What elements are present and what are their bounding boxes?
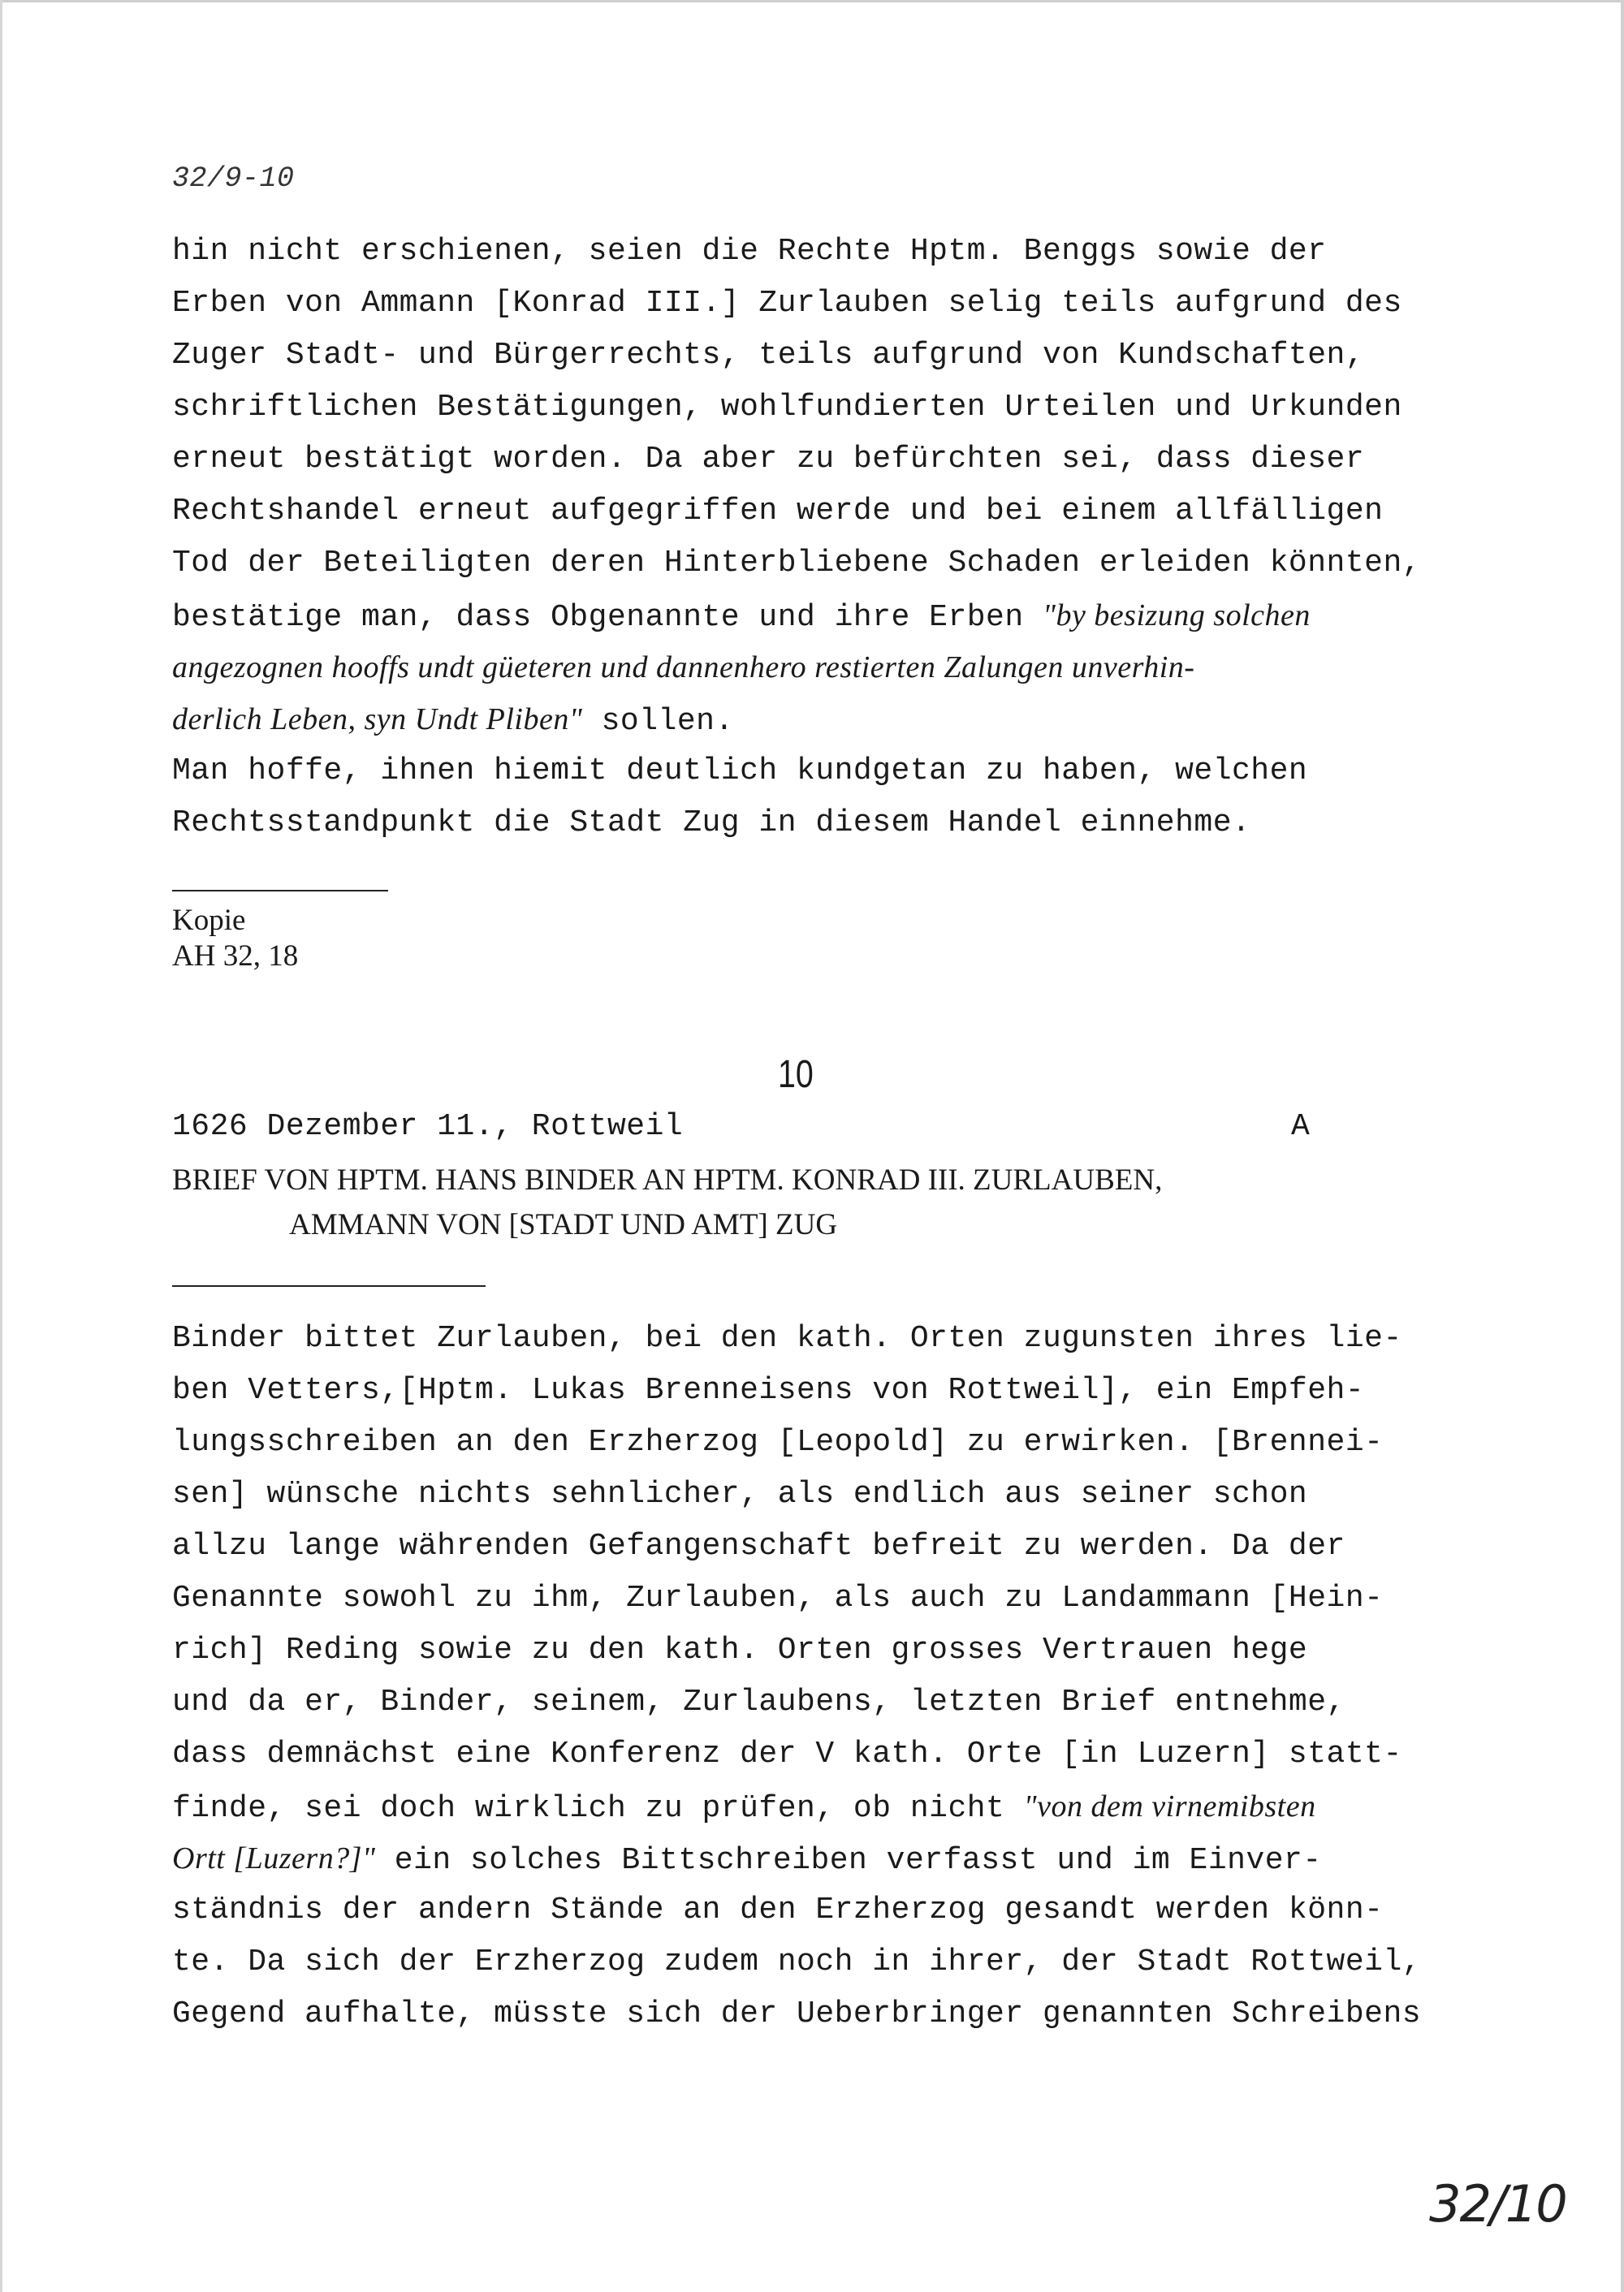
text-line: Binder bittet Zurlauben, bei den kath. Orten zugunsten ihres lie-: [172, 1321, 1402, 1356]
text-line: Rechtsstandpunkt die Stadt Zug in diesem Handel einnehme.: [172, 805, 1251, 840]
text-segment: bestätige man, dass Obgenannte und ihre Erben: [172, 600, 1043, 635]
text-line: [172, 589, 1421, 641]
footnote-rule: [172, 890, 388, 891]
source-reference: AH 32, 18: [172, 939, 299, 973]
text-segment: finde, sei doch wirklich zu prüfen, ob nicht: [172, 1791, 1024, 1826]
scan-edge-top: [0, 0, 1624, 2]
text-line: dass demnächst eine Konferenz der V kath. Orte [in Luzern] statt-: [172, 1737, 1402, 1772]
text-line: allzu lange währenden Gefangenschaft befreit zu werden. Da der: [172, 1529, 1345, 1564]
text-line: ständnis der andern Stände an den Erzherzog gesandt werden könn-: [172, 1893, 1384, 1927]
text-line: rich] Reding sowie zu den kath. Orten grosses Vertrauen hege: [172, 1633, 1308, 1668]
text-line: erneut bestätigt worden. Da aber zu befürchten sei, dass dieser: [172, 442, 1365, 477]
heading-rule: [172, 1285, 486, 1287]
text-line: lungsschreiben an den Erzherzog [Leopold] zu erwirken. [Brennei-: [172, 1425, 1384, 1460]
text-line: Gegend aufhalte, müsste sich der Ueberbringer genannten Schreibens: [172, 1996, 1422, 2031]
text-line: schriftlichen Bestätigungen, wohlfundierten Urteilen und Urkunden: [172, 390, 1402, 425]
heading-text: BRIEF VON HPTM. HANS BINDER AN HPTM. KONRAD III. ZURLAUBEN,: [172, 1163, 1163, 1197]
text-line: Man hoffe, ihnen hiemit deutlich kundgetan zu haben, welchen: [172, 753, 1308, 788]
text-line: te. Da sich der Erzherzog zudem noch in ihrer, der Stadt Rottweil,: [172, 1945, 1422, 1979]
text-line: [172, 641, 1421, 693]
text-line: [172, 1781, 1421, 1832]
scan-edge-right: [1621, 0, 1624, 2292]
quotation: derlich Leben, syn Undt Pliben": [172, 702, 583, 736]
source-type: Kopie: [172, 904, 246, 937]
heading-line: [172, 1161, 1162, 1206]
quotation: "von dem virnemibsten: [1023, 1789, 1316, 1824]
text-line: Zuger Stadt- und Bürgerrechts, teils aufgrund von Kundschaften,: [172, 338, 1365, 373]
continuation-text: [172, 226, 1421, 849]
text-line: ben Vetters,[Hptm. Lukas Brenneisens von Rottweil], ein Empfeh-: [172, 1373, 1365, 1408]
document-number: 10: [778, 1053, 814, 1096]
quotation: angezognen hooffs undt güeteren und dannenhero restierten Zalungen unverhin-: [172, 650, 1195, 684]
text-line: [172, 693, 1421, 745]
quotation: "by besizung solchen: [1042, 598, 1311, 632]
quotation: Ortt [Luzern?]": [172, 1841, 376, 1875]
text-line: [172, 1832, 1421, 1884]
document-label: A: [1291, 1109, 1311, 1144]
document-heading: [172, 1161, 1162, 1250]
page-reference: 32/9-10: [172, 162, 295, 195]
handwritten-folio-number: 32/10: [1429, 2174, 1566, 2234]
text-segment: ein solches Bittschreiben verfasst und im Einver-: [375, 1843, 1322, 1878]
text-line: hin nicht erschienen, seien die Rechte Hptm. Benggs sowie der: [172, 234, 1327, 269]
text-line: Genannte sowohl zu ihm, Zurlauben, als auch zu Landammann [Hein-: [172, 1581, 1384, 1616]
text-line: Tod der Beteiligten deren Hinterbliebene Schaden erleiden könnten,: [172, 546, 1422, 581]
document-date-place: 1626 Dezember 11., Rottweil: [172, 1109, 684, 1144]
source-note: [172, 903, 298, 974]
text-line: Rechtshandel erneut aufgegriffen werde und bei einem allfälligen: [172, 494, 1384, 529]
summary-text: [172, 1313, 1421, 2040]
heading-text: AMMANN VON [STADT UND AMT] ZUG: [289, 1208, 838, 1241]
text-line: sen] wünsche nichts sehnlicher, als endlich aus seiner schon: [172, 1477, 1308, 1512]
heading-line: [172, 1206, 1162, 1250]
text-line: Erben von Ammann [Konrad III.] Zurlauben selig teils aufgrund des: [172, 286, 1402, 321]
scan-edge-left: [0, 0, 2, 2292]
text-line: und da er, Binder, seinem, Zurlaubens, letzten Brief entnehme,: [172, 1685, 1345, 1720]
text-segment: sollen.: [582, 704, 734, 739]
